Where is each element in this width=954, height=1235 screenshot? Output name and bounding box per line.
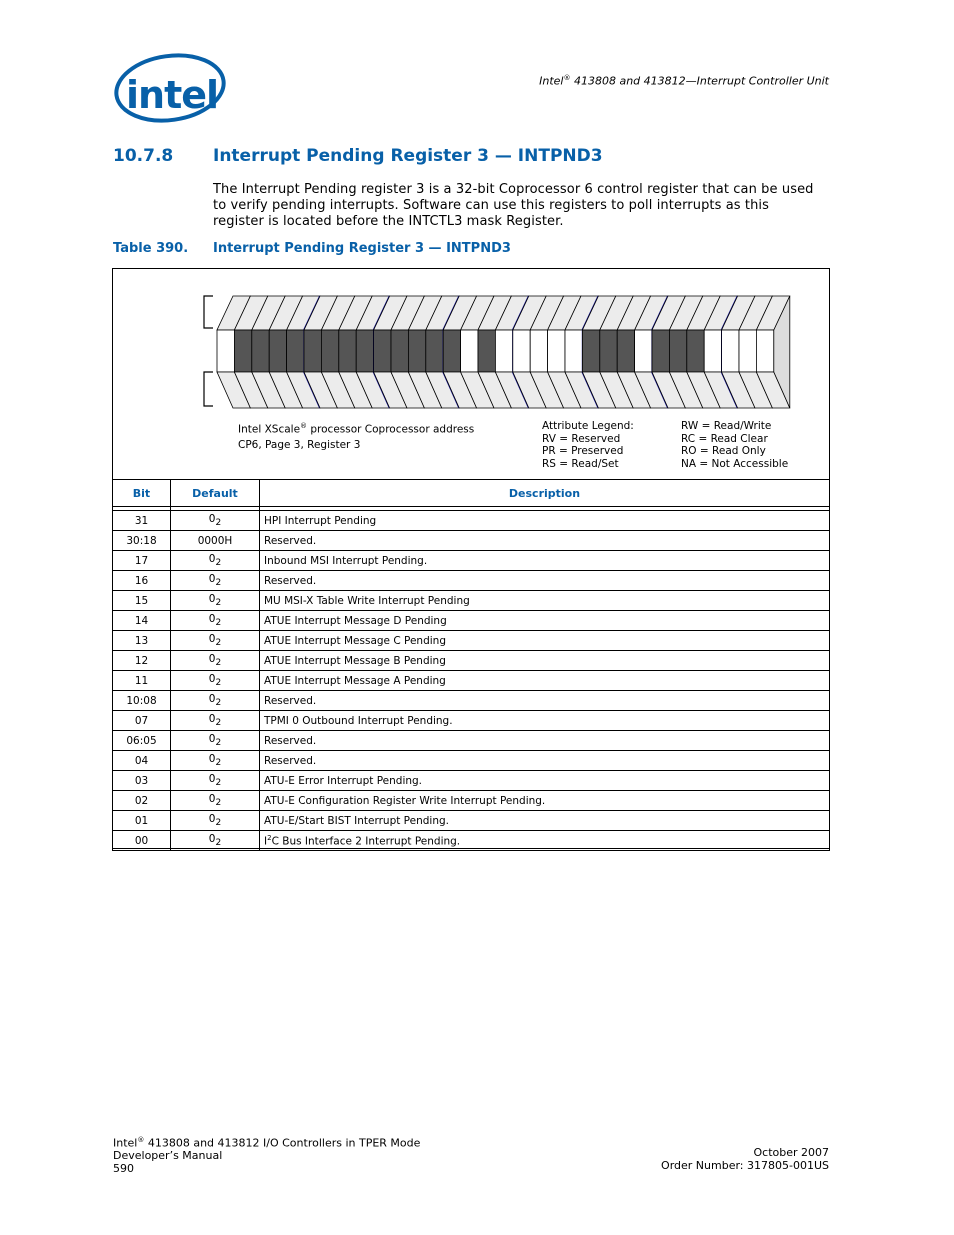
bit-cell: 07 <box>113 711 171 731</box>
default-cell: 02 <box>171 831 260 851</box>
default-cell: 02 <box>171 771 260 791</box>
legend-item: RS = Read/Set <box>542 457 619 470</box>
legend-item: RO = Read Only <box>681 445 766 457</box>
column-header-bit: Bit <box>113 480 171 507</box>
default-cell: 0000H <box>171 531 260 551</box>
table-row <box>113 671 830 691</box>
description-cell: Reserved. <box>260 531 830 551</box>
default-cell: 02 <box>171 791 260 811</box>
default-cell: 02 <box>171 571 260 591</box>
default-cell: 02 <box>171 811 260 831</box>
intel-logo <box>108 50 228 130</box>
bit-cell: 15 <box>113 591 171 611</box>
description-cell: ATUE Interrupt Message D Pending <box>260 611 830 631</box>
default-cell: 02 <box>171 671 260 691</box>
bit-cell: 06:05 <box>113 731 171 751</box>
description-cell: Reserved. <box>260 691 830 711</box>
footer-right <box>661 1147 829 1172</box>
table-title: Interrupt Pending Register 3 — INTPND3 <box>213 241 511 256</box>
description-cell: ATUE Interrupt Message C Pending <box>260 631 830 651</box>
section-title: Interrupt Pending Register 3 — INTPND3 <box>213 146 603 166</box>
table-row <box>113 691 830 711</box>
intro-paragraph: The Interrupt Pending register 3 is a 32-bit Coprocessor 6 control register that can be used to verify pending interrupts. Software can use this registers to poll interrupts as this register is located before the INTCTL3 mask Register. <box>213 182 814 229</box>
bit-cell: 30:18 <box>113 531 171 551</box>
legend-item: RW = Read/Write <box>681 420 772 432</box>
running-header: Intel® 413808 and 413812—Interrupt Controller Unit <box>539 74 829 88</box>
column-header-default: Default <box>171 480 260 507</box>
table-row <box>113 731 830 751</box>
description-cell: ATU-E Configuration Register Write Interrupt Pending. <box>260 791 830 811</box>
bit-cell: 13 <box>113 631 171 651</box>
bit-cell: 16 <box>113 571 171 591</box>
page-number: 590 <box>113 1161 134 1175</box>
table-row <box>113 751 830 771</box>
default-cell: 02 <box>171 691 260 711</box>
diagram-brackets <box>204 296 213 406</box>
bit-cell: 03 <box>113 771 171 791</box>
default-cell: 02 <box>171 731 260 751</box>
register-bit-diagram <box>200 290 800 412</box>
table-row <box>113 551 830 571</box>
bit-cell: 31 <box>113 511 171 531</box>
description-cell: ATU-E Error Interrupt Pending. <box>260 771 830 791</box>
bit-cell: 14 <box>113 611 171 631</box>
bit-cell: 10:08 <box>113 691 171 711</box>
table-row <box>113 651 830 671</box>
table-row <box>113 571 830 591</box>
bit-cell: 04 <box>113 751 171 771</box>
legend-item: PR = Preserved <box>542 445 624 457</box>
attribute-legend <box>542 420 634 470</box>
table-row <box>113 511 830 531</box>
legend-item: RC = Read Clear <box>681 432 768 445</box>
description-cell: $I^2C$ Bus Interface 2 Interrupt Pending. <box>260 831 830 851</box>
table-row <box>113 591 830 611</box>
legend-item: NA = Not Accessible <box>681 457 789 470</box>
default-cell: 02 <box>171 651 260 671</box>
description-cell: Reserved. <box>260 751 830 771</box>
table-row <box>113 631 830 651</box>
description-cell: Reserved. <box>260 571 830 591</box>
description-cell: MU MSI-X Table Write Interrupt Pending <box>260 591 830 611</box>
description-cell: Inbound MSI Interrupt Pending. <box>260 551 830 571</box>
bit-cell: 02 <box>113 791 171 811</box>
table-row <box>113 711 830 731</box>
table-row <box>113 771 830 791</box>
publish-date: October 2007 <box>753 1146 829 1159</box>
footer-left: Intel® 413808 and 413812 I/O Controllers in TPER Mode Developer’s Manual 590 <box>113 1136 421 1175</box>
table-row <box>113 611 830 631</box>
description-cell: Reserved. <box>260 731 830 751</box>
default-cell: 02 <box>171 711 260 731</box>
register-location: Intel XScale® processor Coprocessor address CP6, Page 3, Register 3 <box>238 422 475 451</box>
bit-cell: 01 <box>113 811 171 831</box>
register-field-table <box>112 479 830 851</box>
table-row <box>113 531 830 551</box>
bit-cell: 11 <box>113 671 171 691</box>
description-cell: TPMI 0 Outbound Interrupt Pending. <box>260 711 830 731</box>
description-cell: HPI Interrupt Pending <box>260 511 830 531</box>
description-cell: ATUE Interrupt Message B Pending <box>260 651 830 671</box>
table-row <box>113 811 830 831</box>
legend-title: Attribute Legend: <box>542 420 634 432</box>
default-cell: 02 <box>171 751 260 771</box>
description-cell: ATUE Interrupt Message A Pending <box>260 671 830 691</box>
bit-cell: 17 <box>113 551 171 571</box>
bit-cell: 00 <box>113 831 171 851</box>
default-cell: 02 <box>171 611 260 631</box>
description-cell: ATU-E/Start BIST Interrupt Pending. <box>260 811 830 831</box>
bit-cell: 12 <box>113 651 171 671</box>
default-cell: 02 <box>171 591 260 611</box>
svg-text:intel: intel <box>126 73 219 117</box>
column-header-description: Description <box>260 480 830 507</box>
table-row <box>113 831 830 851</box>
legend-item: RV = Reserved <box>542 432 621 445</box>
default-cell: 02 <box>171 631 260 651</box>
table-label: Table 390. <box>113 241 189 256</box>
order-number: Order Number: 317805-001US <box>661 1158 829 1172</box>
attribute-legend-right <box>681 420 788 470</box>
section-number: 10.7.8 <box>113 146 174 166</box>
default-cell: 02 <box>171 511 260 531</box>
table-row <box>113 791 830 811</box>
table-header-row <box>113 480 830 507</box>
default-cell: 02 <box>171 551 260 571</box>
